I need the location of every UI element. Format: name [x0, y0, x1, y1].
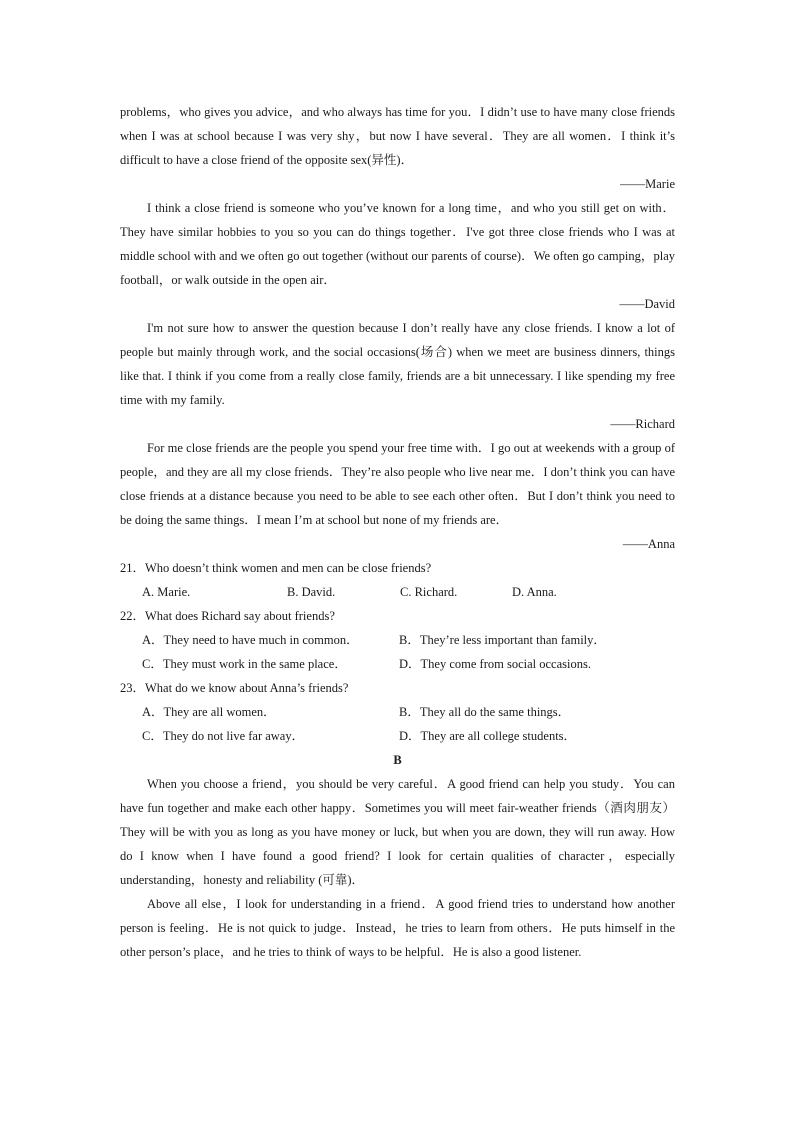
richard-signature: ——Richard: [610, 417, 675, 431]
richard-paragraph: I'm not sure how to answer the question because I don’t really have any close friends. I know a lot of people but mainly through work, and the social occasions(场合) when we meet are business dinners, things like that. I think if you come from a really close family, friends are a bit unnecessary. I like spending my free time with my family.: [120, 321, 675, 407]
david-signature: ——David: [619, 297, 675, 311]
anna-signature: ——Anna: [622, 537, 675, 551]
passage-b-paragraph-1: When you choose a friend，you should be very careful．A good friend can help you study．You can have fun together and make each other happy．Sometimes you will meet fair-weather friends（酒肉朋友）They will be with you as long as you have money or luck, but when you are down, they will run away. How do I know when I have found a good friend? I look for certain qualities of character，especially understanding，honesty and reliability (可靠)．: [120, 777, 675, 887]
q21-option-b: B. David.: [287, 585, 336, 599]
question-23-stem: 23．What do we know about Anna’s friends?: [120, 681, 349, 695]
marie-paragraph-tail: problems，who gives you advice，and who always has time for you．I didn’t use to have many close friends when I was at school because I was very shy，but now I have several．They are all women．I think it’s difficult to have a close friend of the opposite sex(异性)．: [120, 105, 675, 167]
anna-paragraph: For me close friends are the people you spend your free time with．I go out at weekends with a group of people，and they are all my close friends．They’re also people who live near me．I don’t think you can have close friends at a distance because you need to be able to see each other often．But I don’t think you need to be doing the same things．I mean I’m at school but none of my friends are．: [120, 441, 675, 527]
section-b-heading: B: [393, 753, 402, 767]
question-23-options-row1: [120, 700, 675, 724]
q21-option-c: C. Richard.: [400, 585, 458, 599]
question-21-stem: 21．Who doesn’t think women and men can be close friends?: [120, 561, 432, 575]
document-page: [120, 100, 675, 964]
david-paragraph: I think a close friend is someone who you’ve known for a long time，and who you still get on with．They have similar hobbies to you so you can do things together．I've got three close friends who I was at middle school with and we often go out together (without our parents of course)．We often go camping，play football，or walk outside in the open air．: [120, 201, 675, 287]
q23-option-b: B．They all do the same things．: [399, 705, 571, 719]
q21-option-a: A. Marie.: [142, 585, 191, 599]
q23-option-c: C．They do not live far away．: [142, 729, 305, 743]
passage-b-paragraph-2: Above all else，I look for understanding in a friend．A good friend tries to understand how another person is feeling．He is not quick to judge．Instead，he tries to learn from others．He puts himself in the other person’s place，and he tries to think of ways to be helpful．He is also a good listener.: [120, 897, 675, 959]
question-22-options-row1: [120, 628, 675, 652]
q22-option-d: D．They come from social occasions.: [399, 657, 591, 671]
marie-signature: ——Marie: [620, 177, 675, 191]
question-22-stem: 22．What does Richard say about friends?: [120, 609, 335, 623]
q22-option-a: A．They need to have much in common．: [142, 633, 359, 647]
q22-option-b: B．They’re less important than family．: [399, 633, 606, 647]
question-21-options: [120, 580, 675, 604]
question-23-options-row2: [120, 724, 675, 748]
q23-option-a: A．They are all women．: [142, 705, 276, 719]
question-22-options-row2: [120, 652, 675, 676]
q23-option-d: D．They are all college students．: [399, 729, 577, 743]
q21-option-d: D. Anna.: [512, 585, 557, 599]
q22-option-c: C．They must work in the same place．: [142, 657, 347, 671]
